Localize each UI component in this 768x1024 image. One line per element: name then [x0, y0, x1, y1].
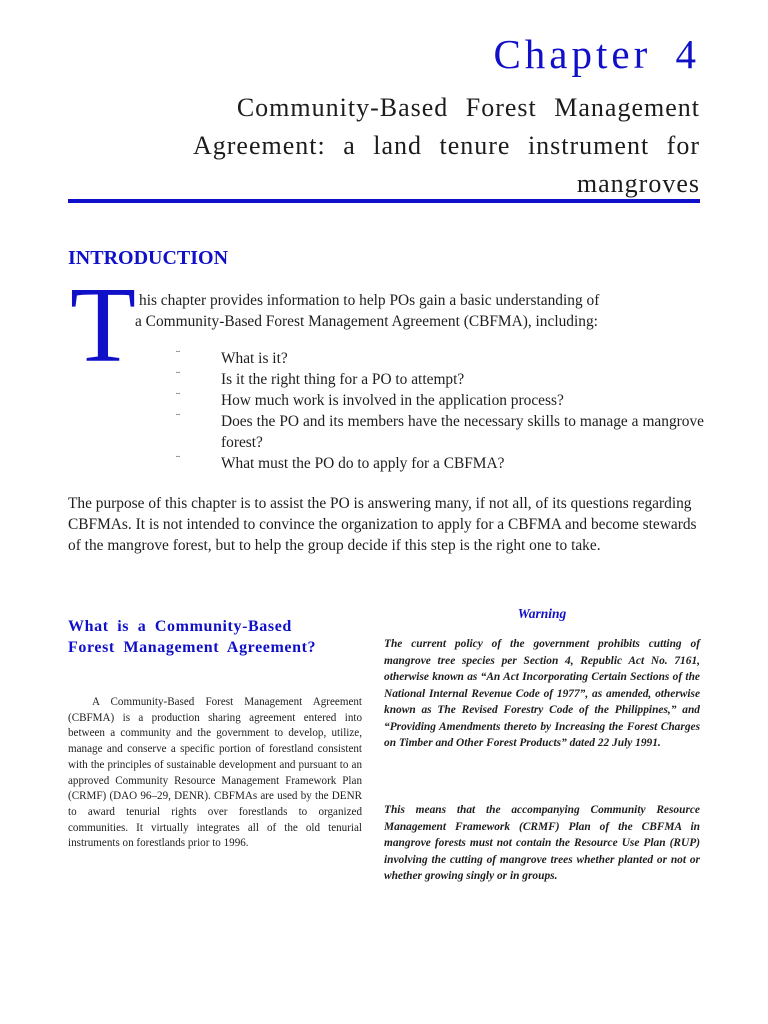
- list-item: [176, 348, 704, 369]
- list-item: [176, 411, 704, 453]
- section-heading: What is a Community-Based Forest Management Agreement?: [68, 618, 317, 656]
- purpose-paragraph: The purpose of this chapter is to assist the PO is answering many, if not all, of its questions regarding CBFMAs. It is not intended to convince the organization to apply for a CBFMA and become stewards of the mangrove forest, but to help the group decide if this step is the right one to take.: [68, 495, 697, 554]
- list-item-text: Is it the right thing for a PO to attempt?: [221, 371, 465, 388]
- chapter-title: Community-Based Forest Management Agreement: a land tenure instrument for mangroves: [192, 93, 700, 198]
- bullet-icon: ¨: [176, 452, 180, 466]
- title-divider: [68, 199, 700, 203]
- list-item-text: What must the PO do to apply for a CBFMA?: [221, 455, 505, 472]
- warning-paragraph-1: The current policy of the government prohibits cutting of mangrove tree species per Section 4, Republic Act No. 7161, otherwise known as “An Act Incorporating Certain Sections of the National Internal Revenue Code of 1977”, as amended, otherwise known as The Revised Forestry Code of the Philippines,” and “Providing Amendments thereto by Increasing the Forest Charges on Timber and Other Forest Products” dated 22 July 1991.: [384, 638, 700, 749]
- introduction-line-2: a Community-Based Forest Management Agreement (CBFMA), including:: [135, 313, 598, 330]
- list-item: [176, 390, 704, 411]
- bullet-icon: ¨: [176, 410, 180, 424]
- question-list: [176, 348, 704, 474]
- introduction-heading: INTRODUCTION: [68, 247, 229, 269]
- drop-cap: T: [70, 266, 136, 385]
- bullet-icon: ¨: [176, 347, 180, 361]
- bullet-icon: ¨: [176, 368, 180, 382]
- warning-title: Warning: [517, 606, 567, 621]
- bullet-icon: ¨: [176, 389, 180, 403]
- list-item-text: How much work is involved in the application process?: [221, 392, 564, 409]
- chapter-label: Chapter 4: [493, 31, 700, 77]
- warning-paragraph-2: This means that the accompanying Community Resource Management Framework (CRMF) Plan of the CBFMA in mangrove forests must not contain the Resource Use Plan (RUP) involving the cutting of mangrove trees whether planted or not or whether growing singly or in groups.: [384, 804, 700, 882]
- list-item: [176, 369, 704, 390]
- introduction-text: [135, 290, 695, 332]
- list-item-text: Does the PO and its members have the necessary skills to manage a mangrove forest?: [221, 413, 704, 451]
- list-item: [176, 453, 704, 474]
- list-item-text: What is it?: [221, 350, 288, 367]
- introduction-line-1: his chapter provides information to help POs gain a basic understanding of: [139, 292, 600, 309]
- section-body: A Community-Based Forest Management Agreement (CBFMA) is a production sharing agreement entered into between a community and the government to develop, utilize, manage and conserve a specific portion of forestland consistent with the principles of sustainable development and pursuant to an approved Community Resource Management Framework Plan (CRMF) (DAO 96–29, DENR). CBFMAs are used by the DENR to award tenurial rights over forestlands to organized communities. It virtually integrates all of the old tenurial instruments on forestlands prior to 1996.: [68, 696, 362, 850]
